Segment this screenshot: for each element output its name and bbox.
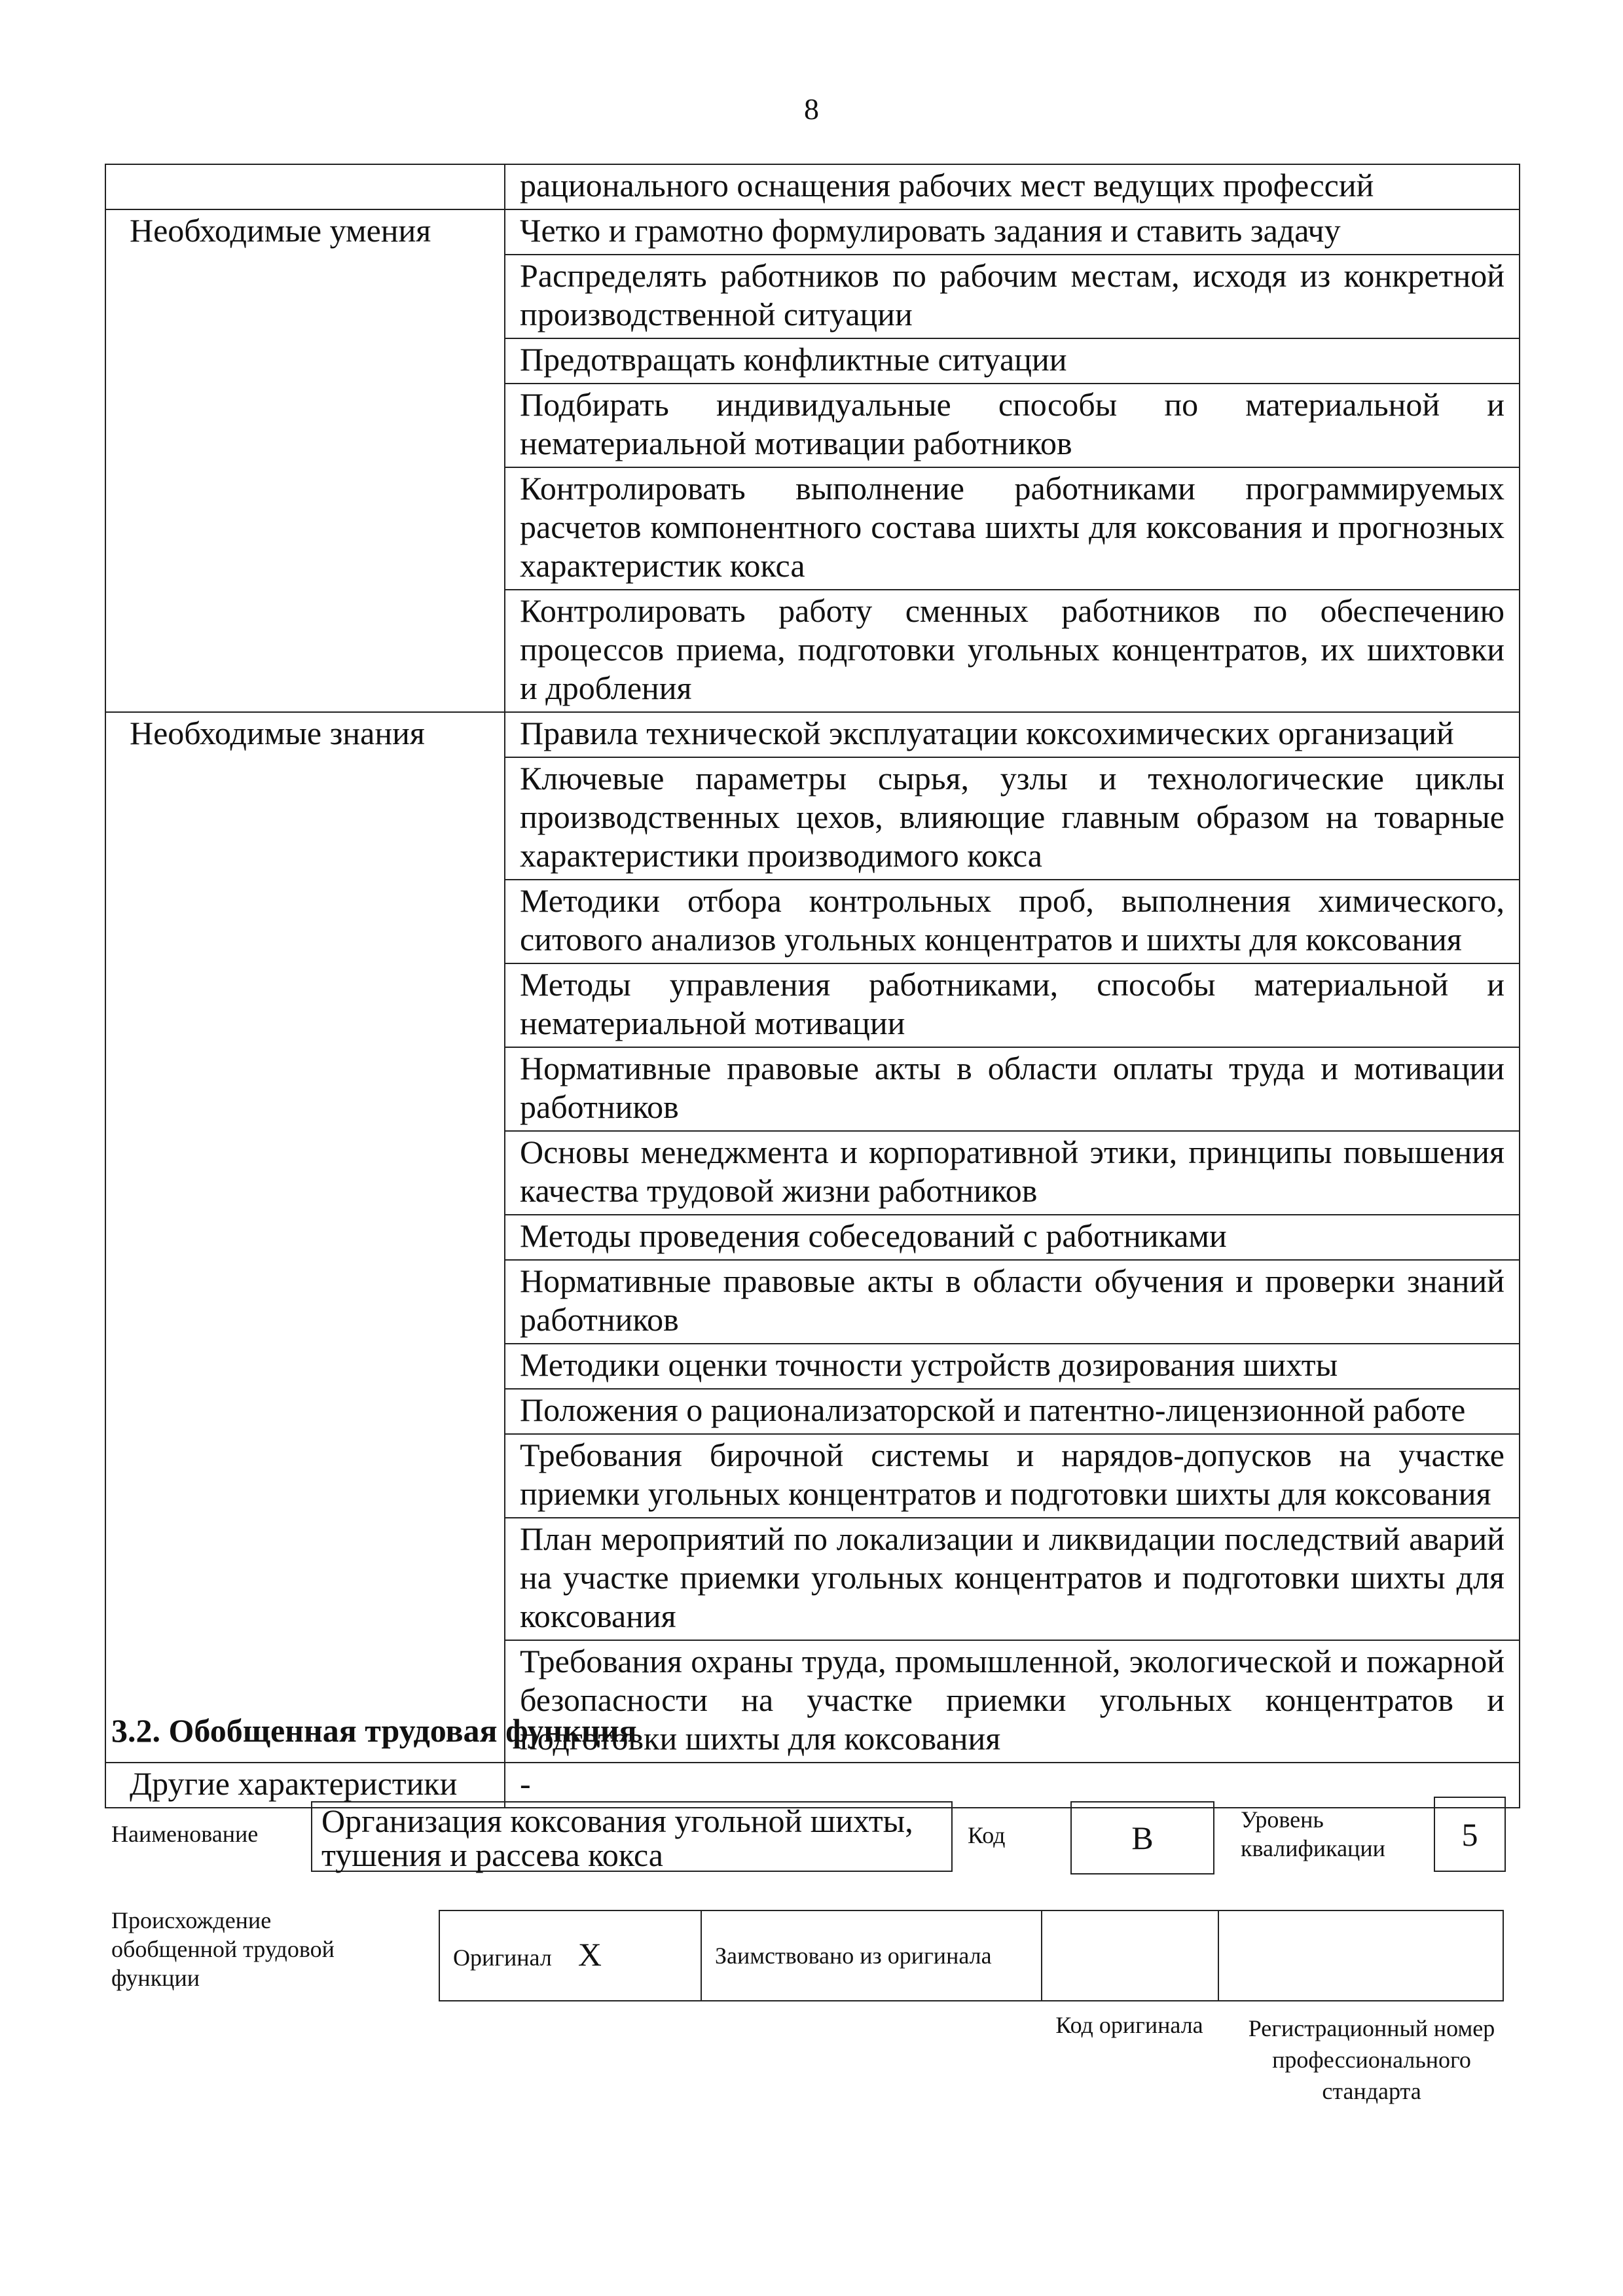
row-text: Методики оценки точности устройств дозирования шихты [505,1344,1520,1389]
original-mark: X [577,1935,602,1973]
page-number: 8 [804,92,819,126]
row-label [105,164,505,209]
row-label-other: Другие характеристики [105,1763,505,1808]
row-text: План мероприятий по локализации и ликвидации последствий аварий на участке приемки угольных концентратов и подготовки шихты для коксования [505,1518,1520,1640]
row-label-skills: Необходимые умения [105,209,505,712]
row-text: Предотвращать конфликтные ситуации [505,338,1520,384]
row-text: Ключевые параметры сырья, узлы и технологические циклы производственных цехов, влияющие главным образом на товарные характеристики производимого кокса [505,757,1520,880]
row-text: Методы проведения собеседований с работниками [505,1215,1520,1260]
level-value-box: 5 [1434,1797,1506,1872]
code-value-box: B [1070,1801,1214,1874]
row-label-knowledge: Необходимые знания [105,712,505,1763]
row-text: Положения о рационализаторской и патентно-лицензионной работе [505,1389,1520,1434]
row-text: Требования бирочной системы и нарядов-допусков на участке приемки угольных концентратов и подготовки шихты для коксования [505,1434,1520,1518]
row-text: Подбирать индивидуальные способы по материальной и нематериальной мотивации работников [505,384,1520,467]
row-text: Нормативные правовые акты в области обучения и проверки знаний работников [505,1260,1520,1344]
row-text: рационального оснащения рабочих мест ведущих профессий [505,164,1520,209]
row-text: Основы менеджмента и корпоративной этики, принципы повышения качества трудовой жизни работников [505,1131,1520,1215]
row-text: - [505,1763,1520,1808]
table-row [105,164,1520,209]
origin-label: Происхождение обобщенной трудовой функции [111,1907,335,1991]
origin-code-cell [1042,1910,1218,2001]
name-value-box: Организация коксования угольной шихты, тушения и рассева кокса [311,1801,953,1872]
competency-table [105,164,1520,1808]
caption-reg: Регистрационный номер профессионального стандарта [1248,2015,1495,2104]
original-label: Оригинал [453,1944,552,1971]
row-text: Требования охраны труда, промышленной, экологической и пожарной безопасности на участке приемки угольных концентратов и подготовки шихты для коксования [505,1640,1520,1763]
code-label: Код [968,1822,1006,1848]
row-text: Правила технической эксплуатации коксохимических организаций [505,712,1520,757]
section-heading: 3.2. Обобщенная трудовая функция [111,1712,637,1749]
origin-reg-cell [1218,1910,1503,2001]
origin-original-cell [439,1910,701,2001]
table-row [105,712,1520,757]
caption-code: Код оригинала [1055,2012,1203,2038]
row-text: Нормативные правовые акты в области оплаты труда и мотивации работников [505,1047,1520,1131]
row-text: Контролировать работу сменных работников по обеспечению процессов приема, подготовки угольных концентратов, их шихтовки и дробления [505,590,1520,712]
name-label: Наименование [111,1821,259,1847]
row-text: Четко и грамотно формулировать задания и ставить задачу [505,209,1520,255]
borrowed-label: Заимствовано из оригинала [701,1910,1042,2001]
table-row [105,209,1520,255]
level-label: Уровень квалификации [1241,1806,1385,1861]
row-text: Контролировать выполнение работниками программируемых расчетов компонентного состава шихты для коксования и прогнозных характеристик кокса [505,467,1520,590]
origin-table [439,1910,1504,2001]
row-text: Распределять работников по рабочим местам, исходя из конкретной производственной ситуации [505,255,1520,338]
row-text: Методы управления работниками, способы материальной и нематериальной мотивации [505,963,1520,1047]
row-text: Методики отбора контрольных проб, выполнения химического, ситового анализов угольных концентратов и шихты для коксования [505,880,1520,963]
